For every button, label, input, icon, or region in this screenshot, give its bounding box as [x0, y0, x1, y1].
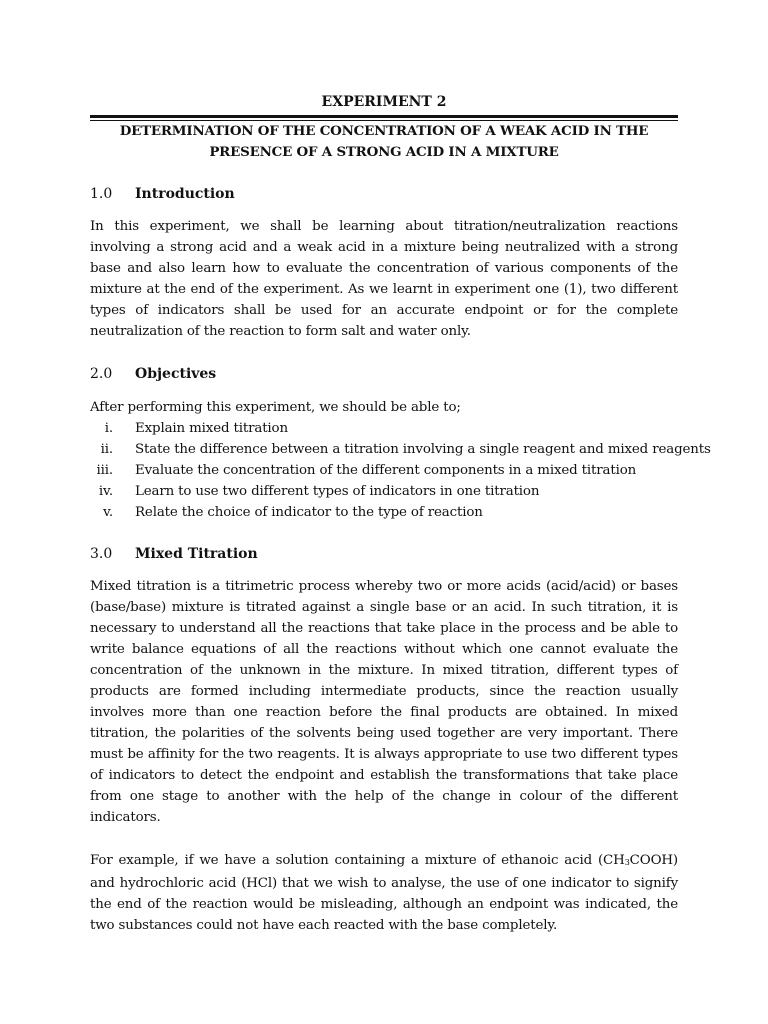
- heading-text: Mixed Titration: [135, 546, 258, 562]
- list-marker: i.: [104, 421, 113, 436]
- subscript-3: 3: [624, 858, 630, 867]
- list-item-text: State the difference between a titration involving a single reagent and mixed reagents: [135, 442, 711, 457]
- heading-text: Objectives: [135, 366, 217, 382]
- title-rule-thick: [90, 115, 678, 118]
- list-item-text: Explain mixed titration: [135, 421, 288, 436]
- main-title: DETERMINATION OF THE CONCENTRATION OF A WEAK ACID IN THE PRESENCE OF A STRONG ACID IN A MIXTURE: [119, 123, 649, 160]
- mixed-titration-paragraph: Mixed titration is a titrimetric process whereby two or more acids (acid/acid) or bases (base/base) mixture is titrated against a single base or an acid. In such titration, it is necessary to understand all the reactions that take place in the process and be able to write balance equations of all the reactions without which one cannot evaluate the concentration of the unknown in the mixture. In mixed titration, different types of products are formed including intermediate products, since the reaction usually involves more than one reaction before the final products are obtained. In mixed titration, the polarities of the solvents being used together are very important. There must be affinity for the two reagents. It is always appropriate to use two different types of indicators to detect the endpoint and establish the transformations that take place from one stage to another with the help of the change in colour of the different indicators.: [90, 579, 678, 825]
- heading-number: 1.0: [90, 186, 113, 202]
- list-item: [90, 418, 678, 439]
- list-item-text: Relate the choice of indicator to the type of reaction: [135, 505, 483, 520]
- list-item: [90, 502, 678, 523]
- objectives-list: [90, 418, 711, 523]
- heading-number: 2.0: [90, 366, 113, 382]
- list-marker: iii.: [96, 463, 113, 478]
- example-text-part2: COOH) and hydrochloric acid (HCl) that we wish to analyse, the use of one indicator to signify the end of the reaction would be misleading, although an endpoint was indicated, the two substances could not have each reacted with the base completely.: [90, 853, 678, 933]
- example-text-part1: For example, if we have a solution containing a mixture of ethanoic acid (CH: [90, 853, 625, 868]
- objectives-lead: After performing this experiment, we should be able to;: [90, 400, 461, 415]
- heading-number: 3.0: [90, 546, 113, 562]
- heading-objectives: [90, 365, 678, 383]
- heading-text: Introduction: [135, 186, 235, 202]
- list-item-text: Evaluate the concentration of the different components in a mixed titration: [135, 463, 637, 478]
- heading-mixed-titration: [90, 545, 678, 563]
- list-item: [90, 460, 678, 481]
- experiment-title: EXPERIMENT 2: [321, 94, 447, 110]
- example-paragraph: [90, 850, 678, 936]
- introduction-paragraph: In this experiment, we shall be learning about titration/neutralization reactions involving a strong acid and a weak acid in a mixture being neutralized with a strong base and also learn how to evaluate the concentration of various components of the mixture at the end of the experiment. As we learnt in experiment one (1), two different types of indicators shall be used for an accurate endpoint or for the complete neutralization of the reaction to form salt and water only.: [90, 219, 678, 339]
- list-item-text: Learn to use two different types of indicators in one titration: [135, 484, 540, 499]
- list-marker: ii.: [100, 442, 113, 457]
- list-marker: iv.: [98, 484, 113, 499]
- list-marker: v.: [103, 505, 113, 520]
- list-item: [90, 439, 711, 460]
- heading-introduction: [90, 185, 678, 203]
- list-item: [90, 481, 678, 502]
- document-page: [90, 0, 711, 1024]
